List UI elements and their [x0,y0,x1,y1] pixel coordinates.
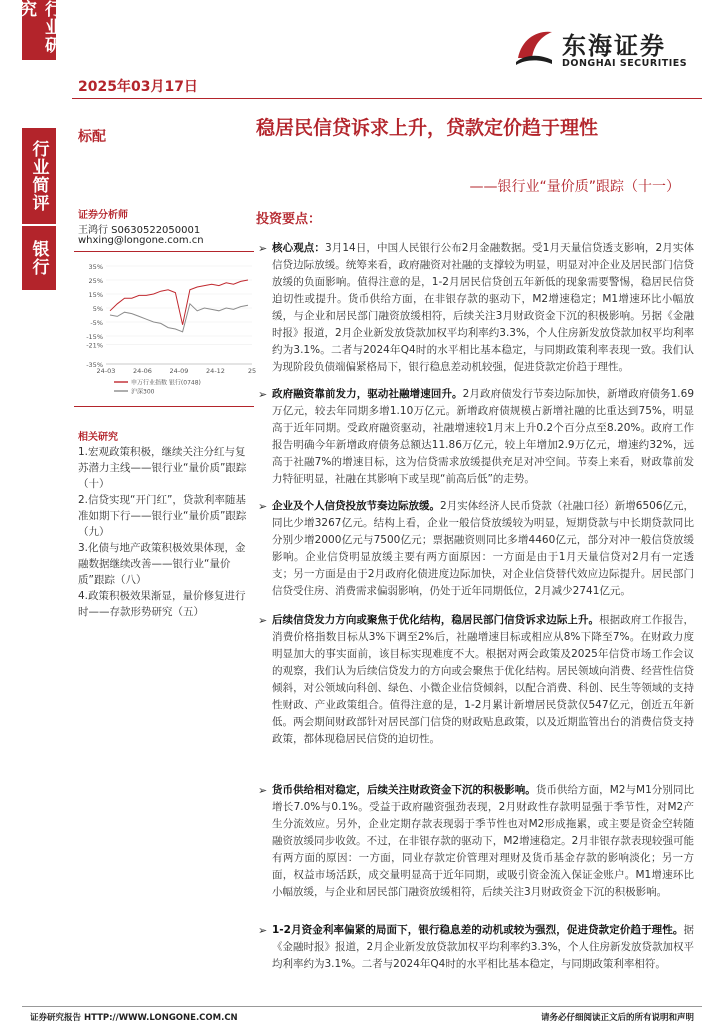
chart-ytick-label: -35% [86,361,103,369]
analyst-divider [74,251,254,252]
bullet-credit-structure [258,612,694,748]
bullet-body: 根据政府工作报告，消费价格指数目标从3%下调至2%后，社融增速目标或相应从8%下降至7%。在财政力度明显加大的事实面前，该目标实现难度不大。根据对两会政策及2025年信贷市场工作会议的观察，我们认为后续信贷发力的方向或会聚焦于优化结构。居民领域向消费、经营性信贷倾斜，对公领域向科创、绿色、小微企业信贷倾斜，以配合消费、科创、民生等领域的支持性财政、产业政策组合。值得注意的是，1-2月累计新增居民贷款仅547亿元，创近五年新低。两会期间财政部针对居民部门信贷的财政贴息政策，以及近期监管出台的消费信贷支持政策，都体现稳居民信贷的迫切性。 [272,614,695,745]
arrow-bullet-icon: ➢ [258,784,268,797]
side-tab-industry-research: 行业研究 [22,0,56,60]
bullet-heading: 货币供给相对稳定，后续关注财政资金下沉的积极影响。 [272,784,536,796]
bullet-body: 2月实体经济人民币贷款（社融口径）新增6506亿元，同比少增3267亿元。结构上看，企业一般信贷放缓较为明显，短期贷款与中长期贷款同比分别少增2000亿元与7500亿元；票据融资则同比多增4460亿元，部分对冲一般信贷放缓影响。企业信贷明显放缓主要有两方面原因：一方面是由于1月天量信贷对2月有一定透支；另一方面是由于2月政府化债进度边际加快，对企业信贷替代效应边际提升。居民部门信贷受住房、消费需求偏弱影响，仍处于近年同期低位，2月减少2741亿元。 [272,500,695,597]
bullet-credit-slowdown [258,498,694,600]
bullet-heading: 后续信贷发力方向或聚焦于优化结构，稳居民部门信贷诉求边际上升。 [272,614,600,626]
bullet-heading: 核心观点： [272,242,325,254]
donghai-logo-icon [512,24,556,68]
chart-ytick-label: 25% [88,277,103,285]
arrow-bullet-icon: ➢ [258,388,268,401]
related-item[interactable]: 2.信贷实现“开门红”，贷款利率随基准如期下行——银行业“量价质”跟踪（九） [78,494,247,538]
arrow-bullet-icon: ➢ [258,614,268,627]
footer-website[interactable]: 证券研究报告 HTTP://WWW.LONGONE.COM.CN [30,1013,238,1023]
report-title: 稳居民信贷诉求上升，贷款定价趋于理性 [256,117,599,139]
bullet-government-financing [258,386,694,488]
bullet-body: 据《金融时报》报道，2月企业新发放贷款加权平均利率约3.3%，个人住房新发放贷款加权平均利率约为3.1%。二者与2024年Q4时的水平相比基本稳定，与同期政策利率相符。 [272,924,694,970]
chart-divider [74,406,254,407]
analyst-label: 证券分析师 [78,210,128,221]
report-date: 2025年03月17日 [78,79,198,95]
related-research-label: 相关研究 [78,432,118,443]
chart-ytick-label: 5% [92,305,103,313]
chart-svg [80,260,256,400]
bullet-heading: 企业及个人信贷投放节奏边际放缓。 [272,500,441,512]
bullet-money-supply [258,782,694,901]
index-performance-chart [80,260,256,400]
analyst-name: 王鸿行 S0630522050001 [78,225,201,236]
side-tab-industry-brief: 行业简评 [22,128,56,224]
arrow-bullet-icon: ➢ [258,924,268,937]
side-tab-bank: 银行 [22,226,56,290]
chart-ytick-label: 15% [88,291,103,299]
chart-ytick-label: -5% [90,319,103,327]
related-item[interactable]: 3.化债与地产政策积极效果体现，金融数据继续改善——银行业“量价质”跟踪（八） [78,542,246,586]
bullet-heading: 政府融资靠前发力，驱动社融增速回升。 [272,388,463,400]
chart-xtick-label: 25 [247,367,256,375]
bullet-body: 3月14日，中国人民银行公布2月金融数据。受1月天量信贷透支影响，2月实体信贷边际放缓。统筹来看，政府融资对社融的支撑较为明显，明显对冲企业及居民部门信贷放缓的负面影响。值得注意的是，1-2月居民信贷创五年新低的现象需要警惕，稳居民信贷迫切性或提升。货币供给方面，在非银存款的驱动下，M2增速稳定；M1增速环比小幅放缓，与企业和居民部门融资放缓相符，后续关注3月财政资金下沉的积极影响。另据《金融时报》报道，2月企业新发放贷款加权平均利率约3.3%，个人住房新发放贷款加权平均利率约为3.1%。二者与2024年Q4时的水平相比基本稳定，与同期政策利率表现一致。我们认为现阶段负债端偏紧格局下，银行稳息差动机较强，促进贷款定价趋于理性。 [272,242,694,373]
arrow-bullet-icon: ➢ [258,500,268,513]
logo-text-cn: 东海证券 [562,32,666,60]
chart-ytick-label: 35% [88,263,103,271]
investment-points-label: 投资要点： [256,212,322,227]
chart-series-line [110,280,248,325]
arrow-bullet-icon: ➢ [258,242,268,255]
logo-text-en: DONGHAI SECURITIES [562,58,688,69]
analyst-email[interactable]: whxing@longone.com.cn [78,235,204,246]
bullet-body: 货币供给方面，M2与M1分别同比增长7.0%与0.1%。受益于政府融资强劲表现，2月财政性存款明显强于季节性，对M2产生分流效应。另外，企业定期存款表现弱于季节性也对M2形成拖累，或主要是资金空转随融资放缓同步收敛。不过，在非银存款的驱动下，M2增速稳定。2月非银存款表现较强可能有两方面的原因：一方面，同业存款定价管理对理财及货币基金存款的影响淡化；另一方面，权益市场活跃，成交量明显高于近年同期，或吸引资金流入保证金账户。M1增速环比小幅放缓，与企业和居民部门融资放缓相符，后续关注3月财政资金下沉的积极影响。 [272,784,694,898]
chart-xtick-label: 24-12 [206,367,225,375]
chart-xtick-label: 24-03 [96,367,116,375]
chart-legend-label: 申万行业指数 银行(0748) [131,379,201,387]
report-subtitle: ——银行业“量价质”跟踪（十一） [469,179,680,195]
bullet-loan-pricing [258,922,694,973]
footer-disclaimer: 请务必仔细阅读正文后的所有说明和声明 [540,1013,694,1023]
industry-rating: 标配 [78,129,106,145]
chart-xtick-label: 24-06 [133,367,152,375]
chart-xtick-label: 24-09 [169,367,189,375]
related-item[interactable]: 4.政策积极效果渐显，量价修复进行时——存款形势研究（五） [78,590,246,618]
header-divider [72,98,702,99]
related-item[interactable]: 1.宏观政策积极，继续关注分红与复苏潜力主线——银行业“量价质”跟踪（十） [78,446,247,490]
bullet-heading: 1-2月资金利率偏紧的局面下，银行稳息差的动机或较为强烈，促进贷款定价趋于理性。 [272,924,684,936]
footer-divider [22,1006,702,1007]
chart-legend-label: 沪深300 [131,388,155,396]
related-research-list [78,444,256,620]
chart-ytick-label: -15% [86,333,103,341]
chart-ytick-label: -21% [86,341,103,350]
bullet-core-view [258,240,694,376]
company-logo [512,18,702,78]
bullet-body: 2月政府债发行节奏边际加快，新增政府债务1.69万亿元，较去年同期多增1.10万亿元。新增政府债规模占新增社融的比重达到75%，明显高于近年同期。受政府融资驱动，社融增速较1月末上升0.2个百分点至8.20%。政府工作报告明确今年新增政府债务总额达11.86万亿元，较上年增加2.9万亿元，增速约32%，远高于社融7%的增速目标，这为信贷需求放缓提供充足对冲空间。节奏上来看，财政靠前发力特征明显，社融在其影响下或呈现“前高后低”的走势。 [272,388,695,485]
